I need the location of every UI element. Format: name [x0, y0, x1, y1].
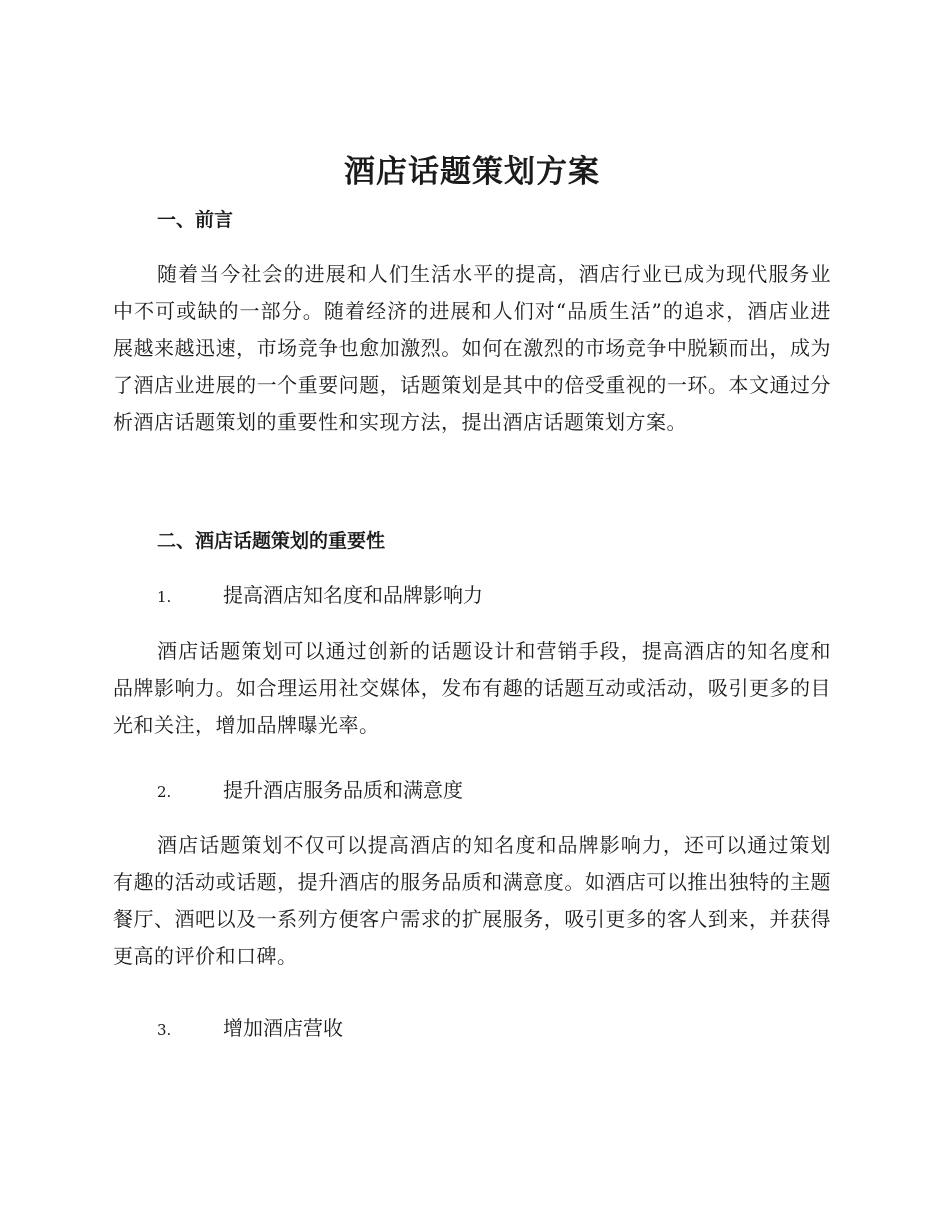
- list-item-number: 2.: [157, 783, 172, 801]
- list-item-title: 提升酒店服务品质和满意度: [223, 778, 463, 802]
- list-item-1: [157, 580, 483, 612]
- list-item-title: 增加酒店营收: [223, 1016, 343, 1040]
- section-heading-importance: 二、酒店话题策划的重要性: [157, 530, 386, 552]
- list-item-number: 3.: [157, 1021, 172, 1039]
- document-title: 酒店话题策划方案: [344, 154, 600, 190]
- section-heading-preface: 一、前言: [157, 209, 234, 231]
- item-2-paragraph: 酒店话题策划不仅可以提高酒店的知名度和品牌影响力，还可以通过策划有趣的活动或话题，提升酒店的服务品质和满意度。如酒店可以推出独特的主题餐厅、酒吧以及一系列方便客户需求的扩展服务，吸引更多的客人到来，并获得更高的评价和口碑。: [113, 833, 831, 968]
- item-1-paragraph: 酒店话题策划可以通过创新的话题设计和营销手段，提高酒店的知名度和品牌影响力。如合理运用社交媒体，发布有趣的话题互动或活动，吸引更多的目光和关注，增加品牌曝光率。: [113, 639, 831, 737]
- preface-paragraph: 随着当今社会的进展和人们生活水平的提高，酒店行业已成为现代服务业中不可或缺的一部分。随着经济的进展和人们对“品质生活”的追求，酒店业进展越来越迅速，市场竞争也愈加激烈。如何在激烈的市场竞争中脱颖而出，成为了酒店业进展的一个重要问题，话题策划是其中的倍受重视的一环。本文通过分析酒店话题策划的重要性和实现方法，提出酒店话题策划方案。: [113, 262, 831, 434]
- list-item-number: 1.: [157, 588, 172, 606]
- list-item-title: 提高酒店知名度和品牌影响力: [223, 583, 483, 607]
- list-item-3: [157, 1013, 343, 1045]
- list-item-2: [157, 775, 463, 807]
